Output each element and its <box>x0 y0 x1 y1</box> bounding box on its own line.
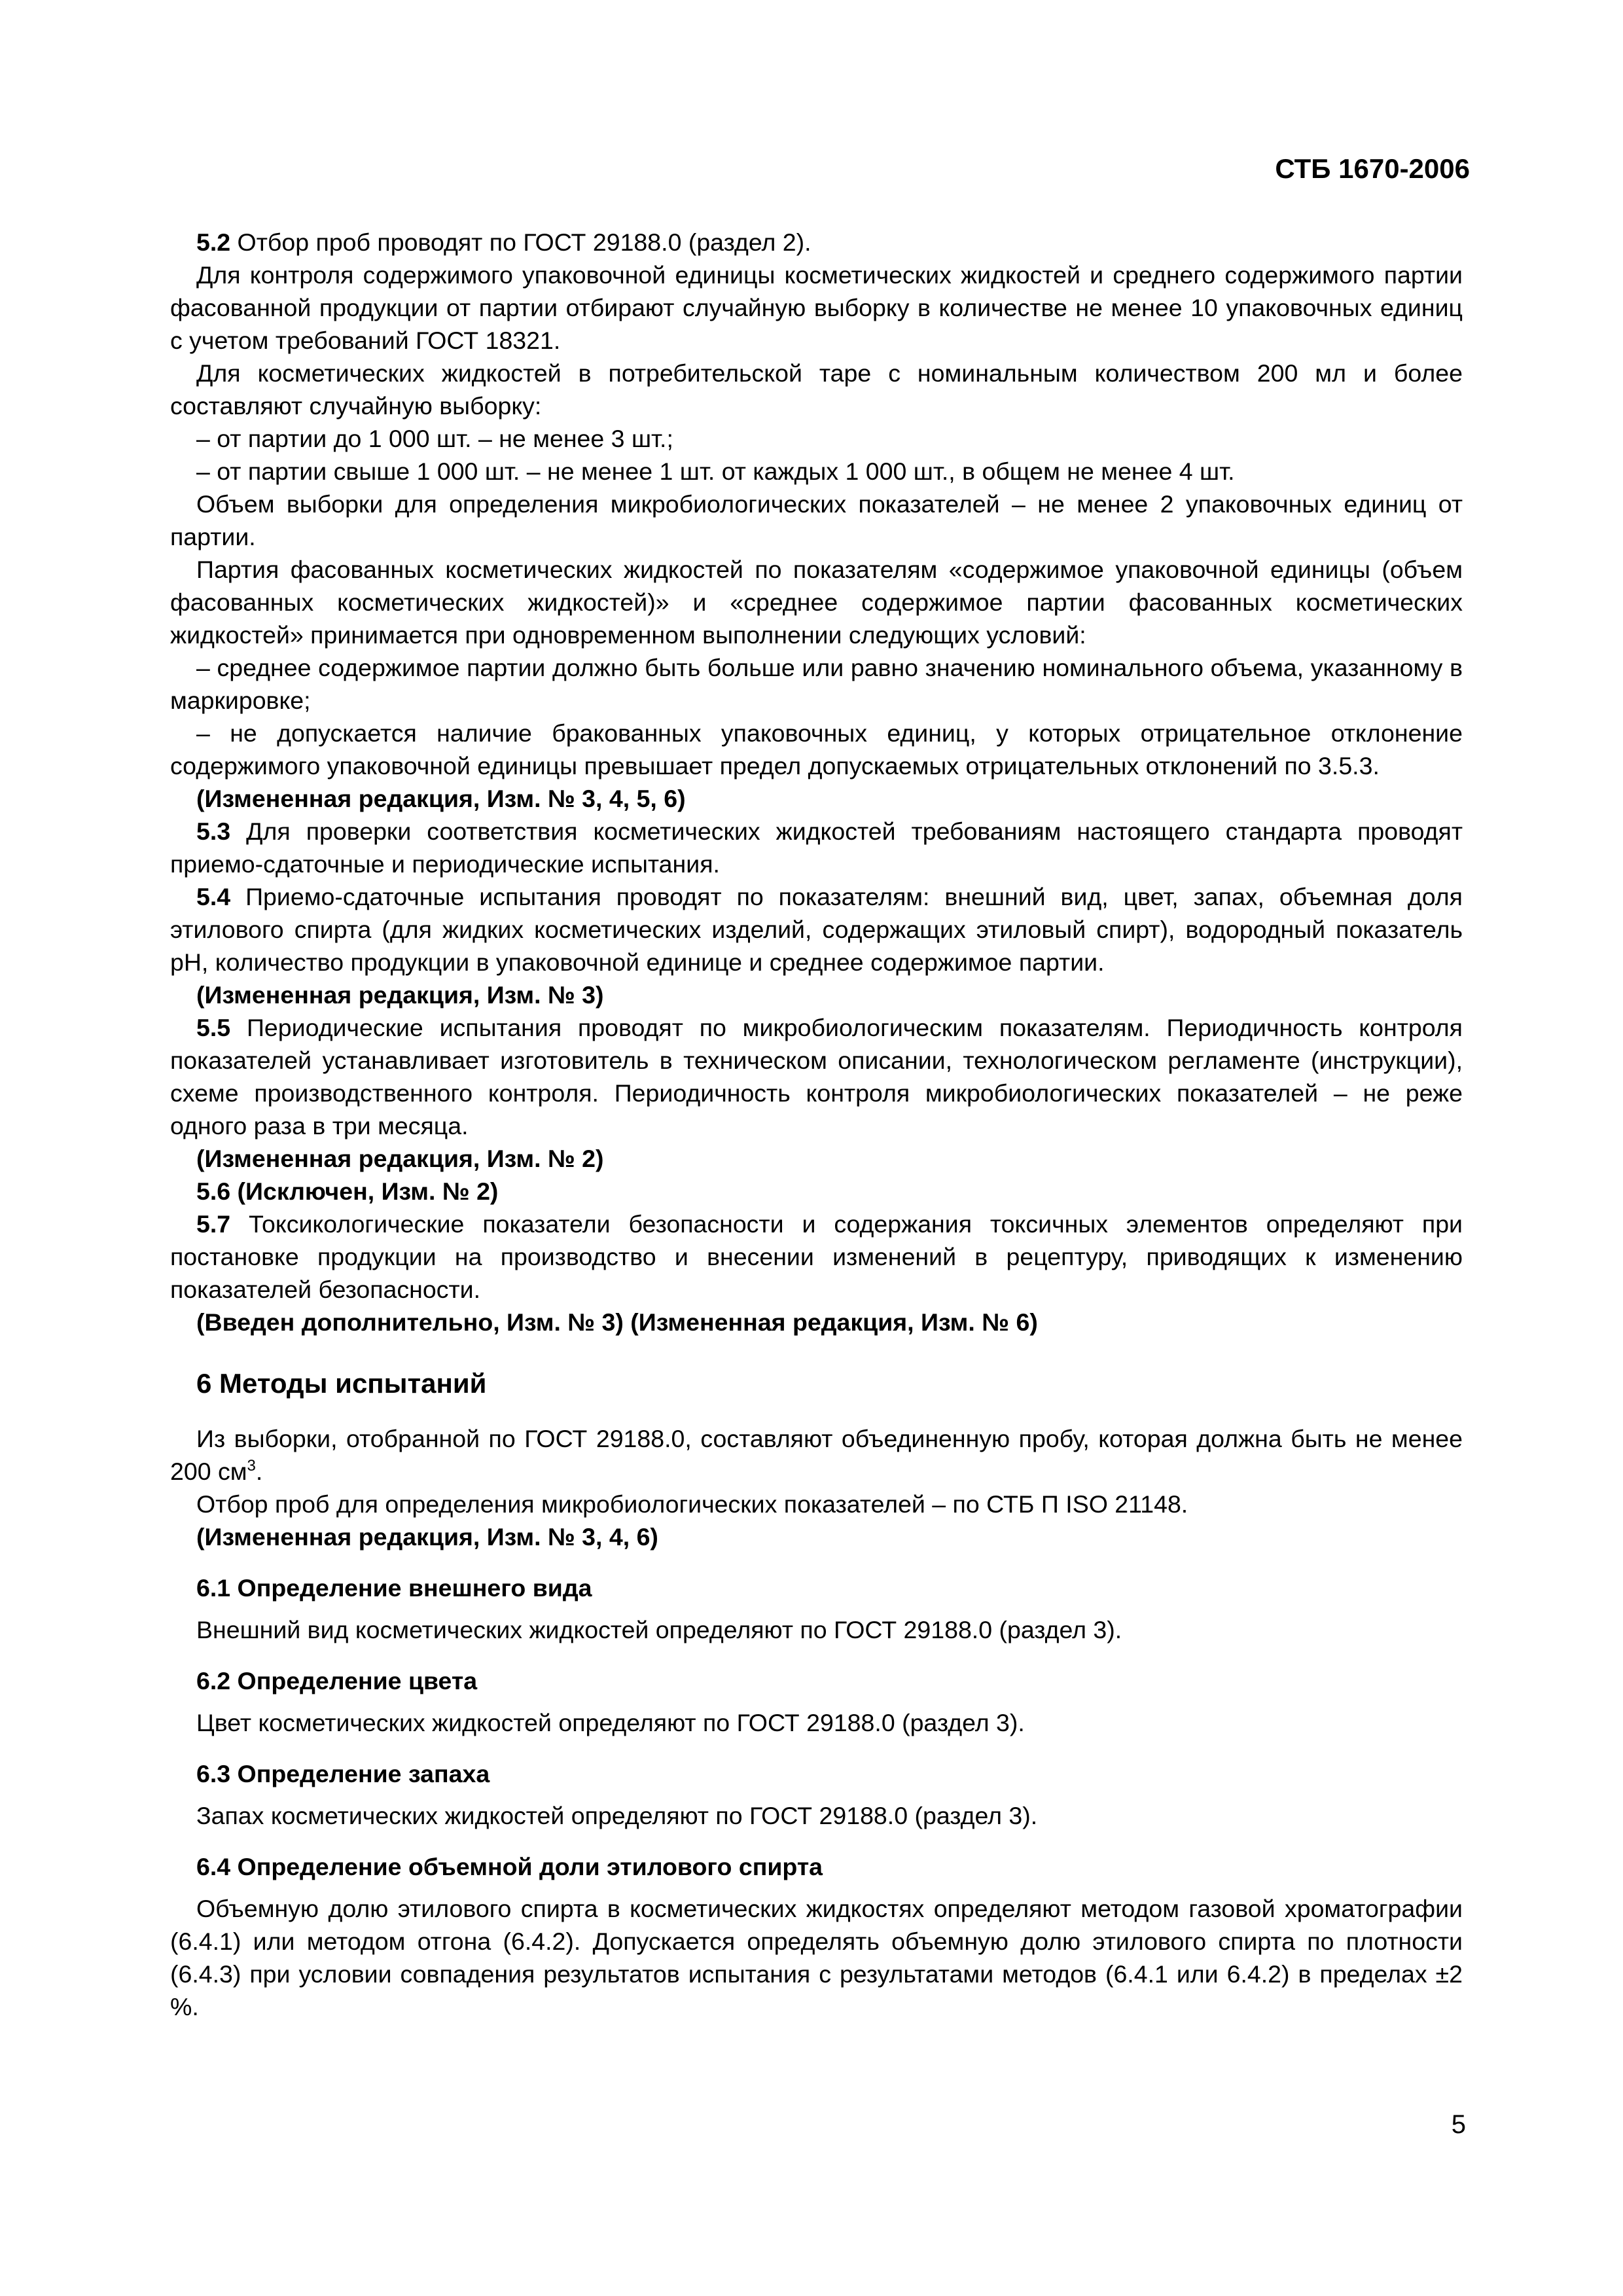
paragraph-5-7 <box>170 1208 1463 1306</box>
subsection-heading-6-1: 6.1 Определение внешнего вида <box>196 1574 592 1602</box>
paragraph-text: Отбор проб проводят по ГОСТ 29188.0 (раздел 2). <box>230 228 812 256</box>
paragraph-text: Из выборки, отобранной по ГОСТ 29188.0, составляют объединенную пробу, которая должна быть не менее 200 см <box>170 1425 1463 1485</box>
paragraph-text: Приемо-сдаточные испытания проводят по показателям: внешний вид, цвет, запах, объемная доля этилового спирта (для жидких косметических изделий, содержащих этиловый спирт), водородный показатель pH, количество продукции в упаковочной единице и среднее содержимое партии. <box>170 883 1463 976</box>
paragraph-text: Токсикологические показатели безопасности и содержания токсичных элементов определяют при постановке продукции на производство и внесении изменений в рецептуру, приводящих к изменению показателей безопасности. <box>170 1210 1463 1303</box>
amendment-note: (Измененная редакция, Изм. № 3) <box>196 981 604 1009</box>
paragraph: Для контроля содержимого упаковочной единицы косметических жидкостей и среднего содержимого партии фасованной продукции от партии отбирают случайную выборку в количестве не менее 10 упаковочных единиц с учетом требований ГОСТ 18321. <box>170 261 1463 354</box>
document-code: СТБ 1670-2006 <box>1275 153 1470 184</box>
clause-number: 5.4 <box>196 883 231 910</box>
paragraph-5-3 <box>170 815 1463 880</box>
list-item: – от партии до 1 000 шт. – не менее 3 шт.; <box>196 425 673 452</box>
subsection-heading-6-3: 6.3 Определение запаха <box>196 1760 490 1787</box>
paragraph-text: Периодические испытания проводят по микробиологическим показателям. Периодичность контроля показателей устанавливает изготовитель в техническом описании, технологическом регламенте (инструкции), схеме производственного контроля. Периодичность контроля микробиологических показателей – не реже одного раза в три месяца. <box>170 1014 1463 1139</box>
paragraph: Для косметических жидкостей в потребительской таре с номинальным количеством 200 мл и более составляют случайную выборку: <box>170 359 1463 420</box>
paragraph-5-2 <box>170 226 1463 259</box>
amendment-note: (Измененная редакция, Изм. № 3, 4, 5, 6) <box>196 785 686 812</box>
paragraph: Объем выборки для определения микробиологических показателей – не менее 2 упаковочных единиц от партии. <box>170 490 1463 550</box>
document-body <box>170 226 1463 2023</box>
paragraph-5-5 <box>170 1011 1463 1142</box>
list-item: – не допускается наличие бракованных упаковочных единиц, у которых отрицательное отклонение содержимого упаковочной единицы превышает предел допускаемых отрицательных отклонений по 3.5.3. <box>170 719 1463 780</box>
subsection-text: Цвет косметических жидкостей определяют по ГОСТ 29188.0 (раздел 3). <box>196 1709 1025 1736</box>
section-heading-6: 6 Методы испытаний <box>196 1368 487 1399</box>
clause-number: 5.2 <box>196 228 231 256</box>
list-item: – от партии свыше 1 000 шт. – не менее 1 шт. от каждых 1 000 шт., в общем не менее 4 шт. <box>196 457 1235 485</box>
paragraph: Отбор проб для определения микробиологических показателей – по СТБ П ISO 21148. <box>196 1490 1188 1518</box>
subsection-text: Внешний вид косметических жидкостей определяют по ГОСТ 29188.0 (раздел 3). <box>196 1616 1122 1643</box>
clause-excluded: 5.6 (Исключен, Изм. № 2) <box>196 1177 499 1205</box>
paragraph <box>170 1422 1463 1488</box>
subsection-heading-6-2: 6.2 Определение цвета <box>196 1667 478 1695</box>
clause-number: 5.7 <box>196 1210 231 1238</box>
amendment-note: (Введен дополнительно, Изм. № 3) (Измененная редакция, Изм. № 6) <box>196 1308 1038 1336</box>
subsection-heading-6-4: 6.4 Определение объемной доли этилового спирта <box>196 1853 823 1880</box>
clause-number: 5.3 <box>196 817 231 845</box>
paragraph: Партия фасованных косметических жидкостей по показателям «содержимое упаковочной единицы (объем фасованных косметических жидкостей)» и «среднее содержимое партии фасованных косметических жидкостей» принимается при одновременном выполнении следующих условий: <box>170 556 1463 649</box>
page-number: 5 <box>1451 2110 1466 2139</box>
superscript: 3 <box>247 1457 256 1475</box>
amendment-note: (Измененная редакция, Изм. № 2) <box>196 1145 604 1172</box>
clause-number: 5.5 <box>196 1014 231 1041</box>
subsection-text: Запах косметических жидкостей определяют по ГОСТ 29188.0 (раздел 3). <box>196 1802 1038 1829</box>
amendment-note: (Измененная редакция, Изм. № 3, 4, 6) <box>196 1523 658 1551</box>
subsection-text: Объемную долю этилового спирта в косметических жидкостях определяют методом газовой хроматографии (6.4.1) или методом отгона (6.4.2). Допускается определять объемную долю этилового спирта по плотности (6.4.3) при условии совпадения результатов испытания с результатами методов (6.4.1 или 6.4.2) в пределах ±2 %. <box>170 1895 1463 2020</box>
paragraph-5-4 <box>170 880 1463 978</box>
list-item: – среднее содержимое партии должно быть больше или равно значению номинального объема, указанному в маркировке; <box>170 654 1463 714</box>
paragraph-end: . <box>255 1458 263 1485</box>
paragraph-text: Для проверки соответствия косметических жидкостей требованиям настоящего стандарта проводят приемо-сдаточные и периодические испытания. <box>170 817 1463 878</box>
